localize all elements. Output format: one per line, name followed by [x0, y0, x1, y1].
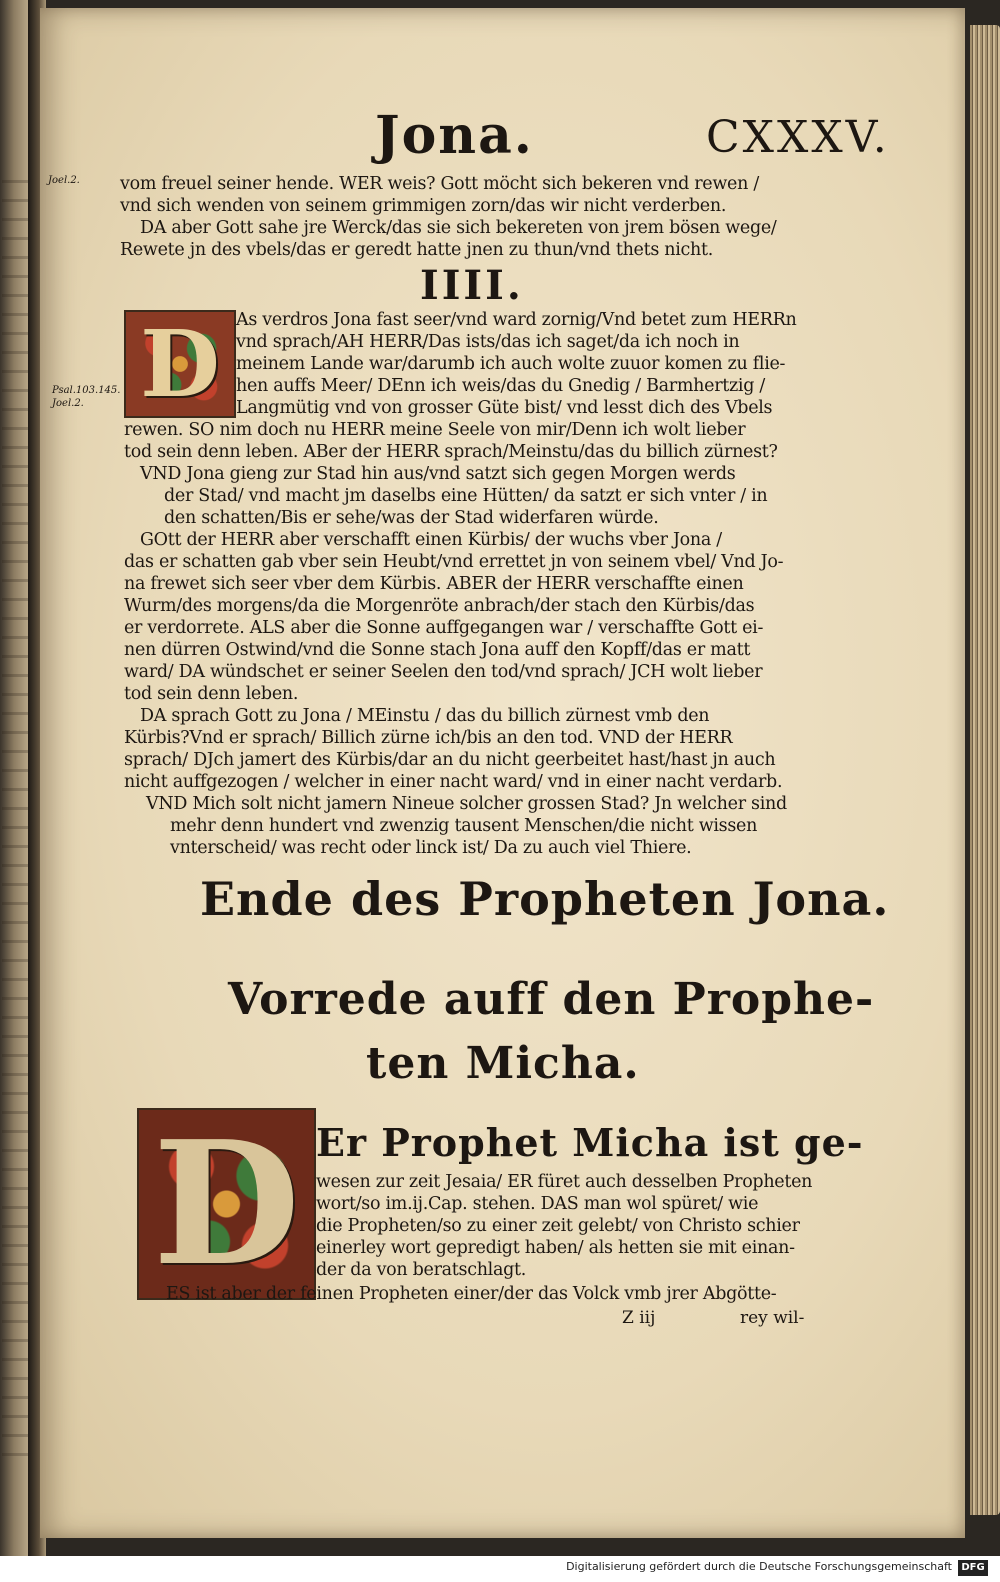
chapter-number: IIII. [420, 262, 524, 309]
text-line: rewen. SO nim doch nu HERR meine Seele von mir/Denn ich wolt lieber [124, 420, 746, 440]
text-line: Rewete jn des vbels/das er geredt hatte jnen zu thun/vnd thets nicht. [120, 240, 714, 260]
running-head: Jona. [375, 105, 534, 166]
decorated-initial-d-large [137, 1104, 316, 1304]
text-line: na frewet sich seer vber dem Kürbis. ABER der HERR verschaffte einen [124, 574, 744, 594]
margin-note-3: Joel.2. [52, 398, 84, 409]
text-line: GOtt der HERR aber verschafft einen Kürbis/ der wuchs vber Jona / [140, 530, 722, 550]
text-line: nicht auffgezogen / welcher in einer nacht ward/ vnd in einer nacht verdarb. [124, 772, 783, 792]
end-title: Ende des Propheten Jona. [200, 872, 890, 926]
margin-note-1: Joel.2. [48, 175, 80, 186]
text-line: ward/ DA wündschet er seiner Seelen den tod/vnd sprach/ JCH wolt lieber [124, 662, 763, 682]
text-line: vom freuel seiner hende. WER weis? Gott möcht sich bekeren vnd rewen / [120, 174, 759, 194]
text-line: das er schatten gab vber sein Heubt/vnd errettet jn von seinem vbel/ Vnd Jo- [124, 552, 784, 572]
text-line: vnd sprach/AH HERR/Das ists/das ich saget/da ich noch in [236, 332, 740, 352]
preface-title-line-2: ten Micha. [366, 1038, 640, 1089]
text-line: Kürbis?Vnd er sprach/ Billich zürne ich/bis an den tod. VND der HERR [124, 728, 733, 748]
text-line: die Propheten/so zu einer zeit gelebt/ von Christo schier [316, 1216, 800, 1236]
text-line: der Stad/ vnd macht jm daselbs eine Hütten/ da satzt er sich vnter / in [164, 486, 768, 506]
text-line: wort/so im.ij.Cap. stehen. DAS man wol spüret/ wie [316, 1194, 759, 1214]
margin-note-2: Psal.103.145. [52, 385, 121, 396]
text-line: DA sprach Gott zu Jona / MEinstu / das du billich zürnest vmb den [140, 706, 710, 726]
text-line: VND Mich solt nicht jamern Nineue solcher grossen Stad? Jn welcher sind [146, 794, 787, 814]
text-line: hen auffs Meer/ DEnn ich weis/das du Gnedig / Barmhertzig / [236, 376, 765, 396]
text-line: ES ist aber der feinen Propheten einer/der das Volck vmb jrer Abgötte- [166, 1284, 777, 1304]
text-line: sprach/ DJch jamert des Kürbis/dar an du nicht geerbeitet hast/hast jn auch [124, 750, 776, 770]
preface-lead-line: Er Prophet Micha ist ge- [316, 1120, 864, 1165]
preface-title-line-1: Vorrede auff den Prophe- [228, 974, 875, 1025]
text-line: meinem Lande war/darumb ich auch wolte zuuor komen zu flie- [236, 354, 786, 374]
text-line: mehr denn hundert vnd zwenzig tausent Menschen/die nicht wissen [170, 816, 758, 836]
text-line: er verdorrete. ALS aber die Sonne auffgegangen war / verschaffte Gott ei- [124, 618, 764, 638]
initial-letter: D [140, 310, 220, 418]
text-line: vnd sich wenden von seinem grimmigen zorn/das wir nicht verderben. [120, 196, 727, 216]
text-line: nen dürren Ostwind/vnd die Sonne stach Jona auff den Kopff/das er matt [124, 640, 751, 660]
text-line: wesen zur zeit Jesaia/ ER füret auch desselben Propheten [316, 1172, 813, 1192]
decorated-initial-d [124, 310, 236, 418]
text-line: DA aber Gott sahe jre Werck/das sie sich bekereten von jrem bösen wege/ [140, 218, 777, 238]
signature-mark: Z iij [622, 1308, 656, 1328]
text-line: vnterscheid/ was recht oder linck ist/ Da zu auch viel Thiere. [170, 838, 692, 858]
text-line: einerley wort gepredigt haben/ als hetten sie mit einan- [316, 1238, 795, 1258]
text-line: den schatten/Bis er sehe/was der Stad widerfaren würde. [164, 508, 659, 528]
text-line: der da von beratschlagt. [316, 1260, 527, 1280]
text-line: tod sein denn leben. [124, 684, 299, 704]
page-edges [970, 25, 1000, 1515]
text-line: VND Jona gieng zur Stad hin aus/vnd satzt sich gegen Morgen werds [140, 464, 736, 484]
text-line: As verdros Jona fast seer/vnd ward zornig/Vnd betet zum HERRn [236, 310, 797, 330]
text-line: Langmütig vnd von grosser Güte bist/ vnd lesst dich des Vbels [236, 398, 773, 418]
book-page [40, 8, 965, 1538]
folio-number: CXXXV. [706, 112, 890, 163]
funding-credit: Digitalisierung gefördert durch die Deutsche Forschungsgemeinschaft [566, 1560, 952, 1573]
dfg-logo: DFG [958, 1560, 988, 1576]
initial-letter-large: D [152, 1104, 301, 1304]
text-line: tod sein denn leben. ABer der HERR sprach/Meinstu/das du billich zürnest? [124, 442, 778, 462]
catchword: rey wil- [740, 1308, 805, 1328]
text-line: Wurm/des morgens/da die Morgenröte anbrach/der stach den Kürbis/das [124, 596, 755, 616]
